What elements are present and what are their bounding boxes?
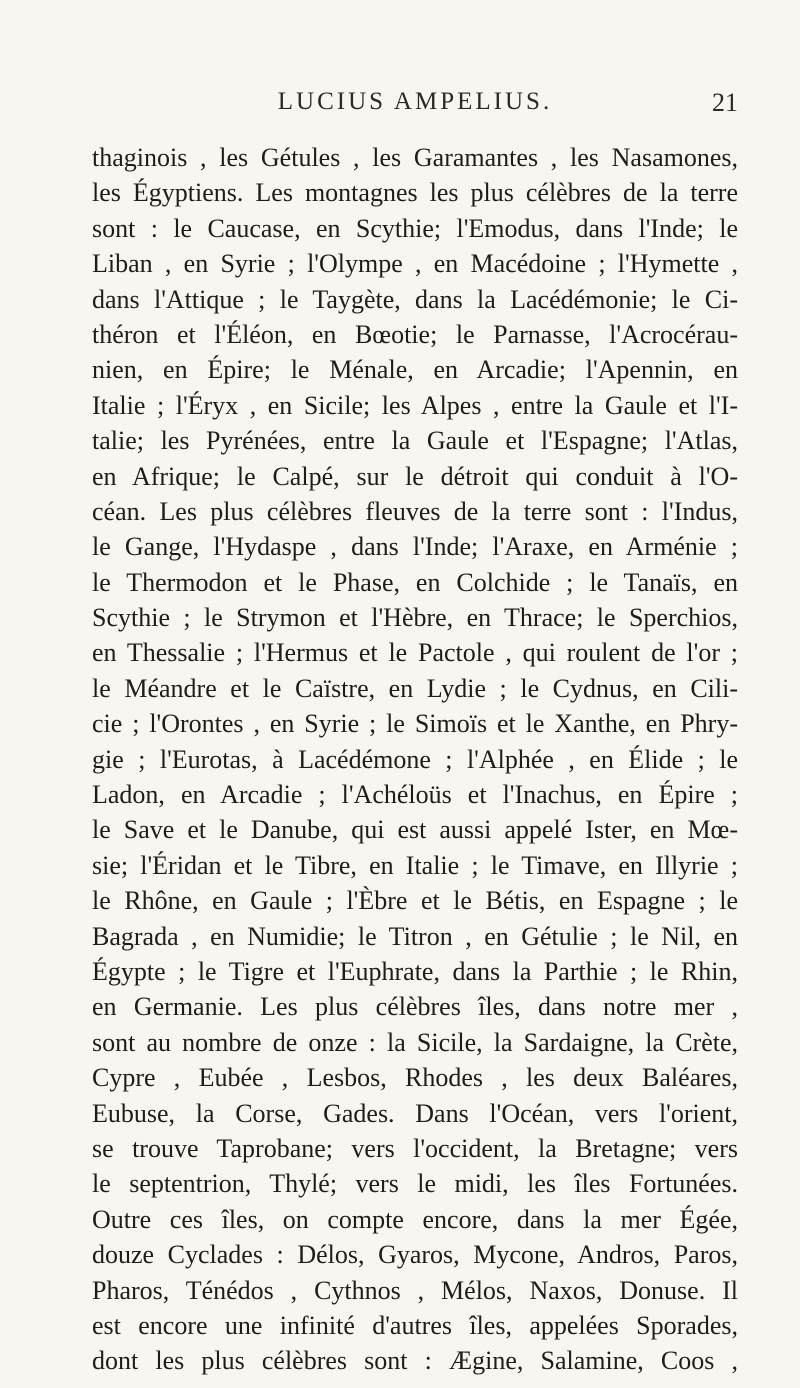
text-line: en Germanie. Les plus célèbres îles, dans notre mer ,	[92, 992, 738, 1022]
text-line: nien, en Épire; le Ménale, en Arcadie; l'Apennin, en	[92, 355, 738, 385]
running-title: LUCIUS AMPELIUS.	[277, 88, 553, 115]
text-line: gie ; l'Eurotas, à Lacédémone ; l'Alphée , en Élide ; le	[92, 744, 738, 774]
text-line: Outre ces îles, on compte encore, dans la mer Égée,	[92, 1204, 738, 1234]
text-line: thaginois , les Gétules , les Garamantes , les Nasamones,	[92, 143, 738, 172]
text-line: talie; les Pyrénées, entre la Gaule et l'Espagne; l'Atlas,	[92, 426, 738, 456]
text-line: est encore une infinité d'autres îles, appelées Sporades,	[92, 1310, 738, 1340]
text-line: le Save et le Danube, qui est aussi appelé Ister, en Mœ-	[92, 815, 738, 845]
text-line: céan. Les plus célèbres fleuves de la terre sont : l'Indus,	[92, 496, 738, 526]
text-line: le Thermodon et le Phase, en Colchide ; le Tanaïs, en	[92, 567, 738, 597]
text-line: le Rhône, en Gaule ; l'Èbre et le Bétis, en Espagne ; le	[92, 886, 738, 916]
page-number: 21	[712, 88, 738, 117]
text-line: le septentrion, Thylé; vers le midi, les îles Fortunées.	[92, 1169, 738, 1199]
text-line: le Méandre et le Caïstre, en Lydie ; le Cydnus, en Cili-	[92, 673, 738, 703]
text-line: sont : le Caucase, en Scythie; l'Emodus, dans l'Inde; le	[92, 213, 738, 243]
text-line: cie ; l'Orontes , en Syrie ; le Simoïs et le Xanthe, en Phry-	[92, 709, 738, 739]
text-line: Ladon, en Arcadie ; l'Achéloüs et l'Inachus, en Épire ;	[92, 780, 738, 810]
text-line: les Égyptiens. Les montagnes les plus célèbres de la terre	[92, 178, 738, 208]
page-header	[92, 88, 738, 122]
text-line: dont les plus célèbres sont : Ægine, Salamine, Coos ,	[92, 1346, 738, 1376]
text-line: Bagrada , en Numidie; le Titron , en Gétulie ; le Nil, en	[92, 921, 738, 951]
text-line: Italie ; l'Éryx , en Sicile; les Alpes , entre la Gaule et l'I-	[92, 390, 738, 420]
text-line: en Afrique; le Calpé, sur le détroit qui conduit à l'O-	[92, 461, 738, 491]
text-line: douze Cyclades : Délos, Gyaros, Mycone, Andros, Paros,	[92, 1240, 738, 1270]
text-line: Eubuse, la Corse, Gades. Dans l'Océan, vers l'orient,	[92, 1098, 738, 1128]
text-line: en Thessalie ; l'Hermus et le Pactole , qui roulent de l'or ;	[92, 638, 738, 668]
text-line: se trouve Taprobane; vers l'occident, la Bretagne; vers	[92, 1133, 738, 1163]
text-line: dans l'Attique ; le Taygète, dans la Lacédémonie; le Ci-	[92, 284, 738, 314]
text-line: Scythie ; le Strymon et l'Hèbre, en Thrace; le Sperchios,	[92, 603, 738, 633]
text-line: le Gange, l'Hydaspe , dans l'Inde; l'Araxe, en Arménie ;	[92, 532, 738, 562]
text-line: Liban , en Syrie ; l'Olympe , en Macédoine ; l'Hymette ,	[92, 249, 738, 279]
text-line: sont au nombre de onze : la Sicile, la Sardaigne, la Crète,	[92, 1027, 738, 1057]
body-text	[92, 140, 738, 1379]
text-line: Cypre , Eubée , Lesbos, Rhodes , les deux Baléares,	[92, 1063, 738, 1093]
text-line: Égypte ; le Tigre et l'Euphrate, dans la Parthie ; le Rhin,	[92, 956, 738, 986]
text-line: Pharos, Ténédos , Cythnos , Mélos, Naxos, Donuse. Il	[92, 1275, 738, 1305]
text-line: théron et l'Éléon, en Bœotie; le Parnasse, l'Acrocérau-	[92, 319, 738, 349]
text-line: sie; l'Éridan et le Tibre, en Italie ; le Timave, en Illyrie ;	[92, 850, 738, 880]
